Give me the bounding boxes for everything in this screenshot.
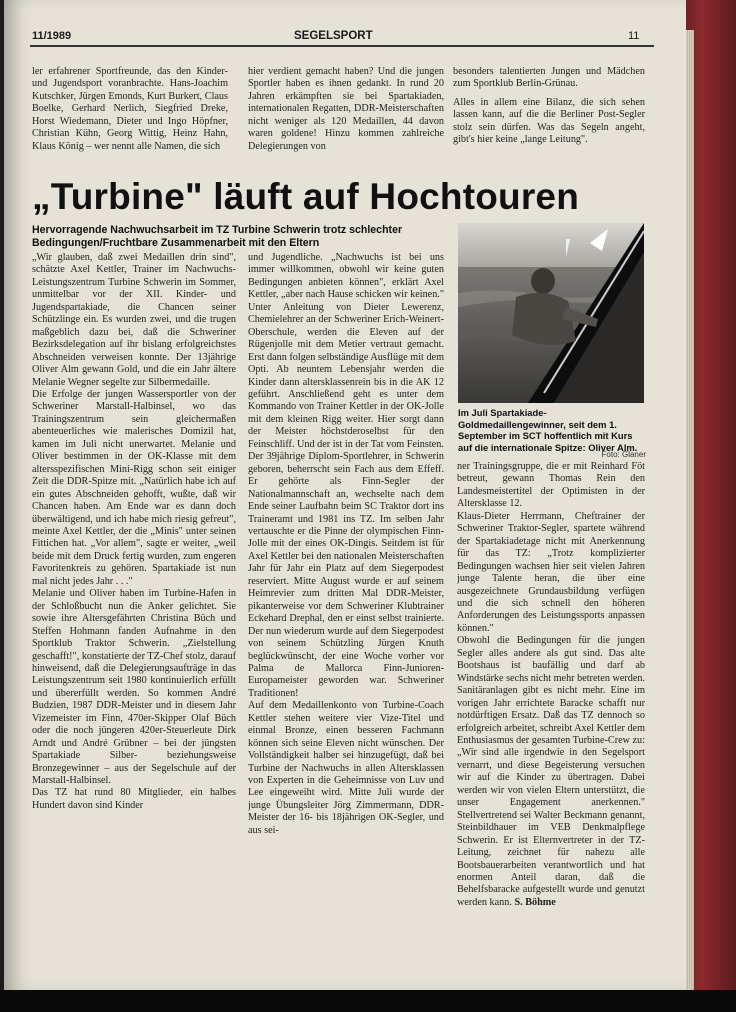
article-paragraph-text: Obwohl die Bedingungen für die jungen Segler alles andere als gut sind. Das alte Bootshaus ist baufällig und darf ab Windstärke sechs nicht mehr betreten werden. Sanitäranlagen gibt es nicht mehr. Eine im vorigen Jahr errichtete Baracke schafft nur notdürftigen Ersatz. Daß das TZ dennoch so erfolgreich arbeitet, schreibt Axel Kettler dem Enthusiasmus der gesamten Turbine-Crew zu: „Wir sind alle irgendwie in den Segelsport vernarrt, und diese Begeisterung versuchen wir auf die Kinder zu übertragen. Dabei werden wir von vielen Eltern unterstützt, die unser Engagement anerkennen." Stellvertretend sei Walter Beckmann genannt, Steinbildhauer im VEB Denkmalpflege Schwerin. Er ist Elternvertreter in der TZ-Leitung, zeichnet für nahezu alle Bootsbauerarbeiten verantwortlich und hat enormen Anteil daran, daß die Behelfsbaracke aufgestellt wurde und genutzt werden kann.: [457, 635, 645, 908]
article-title: „Turbine" läuft auf Hochtouren: [32, 176, 579, 217]
photo-caption: Im Juli Spartakiade-Goldmedaillengewinner, seit dem 1. September im SCT hoffentlich mit Kurs auf die internationale Spitze: Oliver Alm.: [458, 407, 638, 453]
article-paragraph: ner Trainingsgruppe, die er mit Reinhard Föt betreut, gewann Thomas Rein den Landesmeistertitel der Optimisten in der Altersklasse 12.: [457, 461, 645, 510]
article-paragraph: [457, 635, 645, 909]
photo-credit: Foto: Glaner: [601, 450, 646, 459]
article-subtitle: Hervorragende Nachwuchsarbeit im TZ Turbine Schwerin trotz schlechter Bedingungen/Fruchtbare Zusammenarbeit mit den Eltern: [32, 224, 403, 249]
article-paragraph: Melanie und Oliver haben im Turbine-Hafen in der Schloßbucht nun die Anker gelichtet. Sie sowie ihre Altersgefährten Christina Büch und Steffen Hohmann fanden Aufnahme in den Sportklub Traktor Schwerin. „Zielstellung geschafft!", konstatierte der TZ-Chef stolz, darauf hinweisend, daß die Delegierungsaufträge in das Leistungszentrum seit 1980 kontinuierlich erfüllt und übererfüllt werden. So kommen André Budzien, 1987 DDR-Meister und in diesem Jahr Vizemeister im Finn, 470er-Skipper Olaf Büch oder die noch jüngeren 420er-Steuerleute Dirk Arndt und André Grübner – bei der jüngsten Spartakiade Silber- beziehungsweise Bronzegewinner – aus der Segelschule auf der Marstall-Halbinsel.: [32, 588, 236, 787]
previous-article-text: ler erfahrener Sportfreunde, das den Kinder- und Jugendsport voranbrachte. Hans-Joachim Kutschker, Jürgen Emonds, Kurt Burkert, Claus Boelke, Gerhard Nerlich, Siegfried Dreke, Horst Wiedemann, Dieter und Ingo Höpfner, Christian Kühn, Georg Wittig, Heinz Hahn, Klaus König – wer nennt alle Namen, die sich: [32, 66, 228, 152]
magazine-page: [4, 0, 686, 990]
article-paragraph: Klaus-Dieter Herrmann, Cheftrainer der Schweriner Traktor-Segler, spartete während der Spartakiadetage nicht mit Anerkennung für das TZ: „Trotz komplizierter Bedingungen wachsen hier seit vielen Jahren junge Talente heran, die über eine ausgezeichnete Grundausbildung verfügen und die sich schnell den höheren Anforderungen des Leistungssports anpassen können.": [457, 510, 645, 634]
sailing-photo: [458, 223, 644, 403]
issue-label: 11/1989: [32, 30, 72, 42]
page-number: 11: [628, 30, 640, 42]
article-paragraph: Auf dem Medaillenkonto von Turbine-Coach Kettler stehen weitere vier Vize-Titel und einmal Bronze, einen besseren Fachmann können sich seine Eleven nicht wünschen. Der Vollständigkeit halber sei hinzugefügt, daß bei Turbine der Nachwuchs in allen Altersklassen von Experten in die Geheimnisse von Luv und Lee eingeweiht wird. Mitte Juli wurde der junge Übungsleiter Jörg Zimmermann, DDR-Meister der 16- bis 18jährigen OK-Segler, und aus sei-: [248, 700, 444, 836]
article-paragraph: Das TZ hat rund 80 Mitglieder, ein halbes Hundert davon sind Kinder: [32, 787, 236, 811]
author-signature: S. Böhme: [514, 896, 556, 908]
previous-article-column-1: [32, 66, 228, 176]
article-paragraph: Der 39jährige Diplom-Sportlehrer, in Schwerin geboren, beherrscht sein Fach aus dem Effeff. Er gehörte als Finn-Segler der Nationalmannschaft an, wechselte nach dem Ende seiner Laufbahn beim SC Traktor dort ins Traineramt und 1981 ins TZ. Im selben Jahr vertauschte er die Pinne der olympischen Finn-Jolle mit der eines OK-Dingis. Seitdem ist für Axel Kettler bei den nationalen Meisterschaften Jahr für Jahr ein Platz auf dem Siegerpodest reserviert. Mitte August wurde er auf seinem Heimrevier zum dritten Mal DDR-Meister, pikanterweise vor dem Schweriner Klubtrainer Eckehard Drephal, den er einst selbst trainierte. Der nun wiederum wurde auf dem Siegerpodest von seinem Schützling Jürgen Knuth beglückwünscht, der eine Woche vorher vor Palma de Mallorca Finn-Junioren-Europameister geworden war. Schweriner Traditionen!: [248, 451, 444, 699]
scan-border: [0, 990, 736, 1012]
previous-article-text: hier verdient gemacht haben? Und die jungen Sportler haben es ihnen gedankt. In rund 20 Jahren erkämpften sie bei Spartakiaden, internationalen Regatten, DDR-Meisterschaften nicht weniger als 120 Medaillen, 44 davon waren goldene! Hinzu kommen zahlreiche Delegierungen von: [248, 66, 444, 152]
previous-article-text: Alles in allem eine Bilanz, die sich sehen lassen kann, auf die die Berliner Post-Segler stolz sein dürfen. Was das Segeln angeht, gibt's hier keine „lange Leitung".: [453, 96, 645, 146]
previous-article-column-2: [248, 66, 444, 176]
previous-article-text: besonders talentierten Jungen und Mädchen zum Sportklub Berlin-Grünau.: [453, 66, 645, 90]
article-paragraph: Die Erfolge der jungen Wassersportler von der Schweriner Marstall-Halbinsel, wo das Trainingszentrum sein gleichermaßen abenteuerliches wie malerisches Domizil hat, kamen im Juli nicht unerwartet. Melanie und Oliver bestimmen in der OK-Klasse mit dem altersspezifischen Mini-Rigg schon seit einiger Zeit die DDR-Spitze mit. „Natürlich habe ich auf ein gutes Abschneiden gehofft, wußte, daß wir Chancen haben. Am Ende war es dann doch überwältigend, und ich habe mich riesig gefreut", meinte Axel Kettler, der die „Minis" unter seinen Fittichen hat. „Vor allem", sagte er weiter, „weil beide mit dem Druck fertig wurden, zum engeren Favoritenkreis zu gehören. Spartakiade ist nun mal nicht jedes Jahr . . .": [32, 388, 236, 587]
article-column-3: [457, 461, 645, 939]
header-rule: [30, 45, 654, 47]
photo-image: [458, 223, 644, 403]
previous-article-column-3: [453, 66, 645, 176]
book-binding: [684, 0, 736, 1012]
article-column-1: [32, 252, 236, 942]
article-paragraph: und Jugendliche. „Nachwuchs ist bei uns immer willkommen, obwohl wir keine guten Bedingungen anbieten können", erklärt Axel Kettler, „aber nach Hause schicken wir keinen." Unter Anleitung von Dieter Lewerenz, Chemielehrer an der Schweriner Erich-Weinert-Oberschule, werden die Eleven auf der Rügenjolle mit dem Metier vertraut gemacht. Erst dann folgen selbständige Ausflüge mit dem Opti. Ab neuntem Lebensjahr werden die Kinder dann altersklassenrein bis in die AK 12 geführt. Anschließend geht es unter dem Kommando von Trainer Kettler in der OK-Jolle mit dem kleinen Rigg weiter. Hier sorgt dann der Meister höchstderoselbst für den Feinschliff. Und der ist in der Tat vom Feinsten.: [248, 252, 444, 450]
article-column-2: [248, 252, 444, 942]
article-paragraph: „Wir glauben, daß zwei Medaillen drin sind", schätzte Axel Kettler, Trainer im Nachwuchs-Leistungszentrum Turbine Schwerin im Sommer, unmittelbar vor der XII. Kinder- und Jugendspartakiade, die Chancen seiner Schützlinge ein. Es wurden zwei, und die trugen maßgeblich dazu bei, daß die Schweriner Bezirksdelegation auf ihr bislang erfolgreichstes Abschneiden verweisen konnte. Der 13jährige Oliver Alm gewann Gold, und die ein Jahr ältere Melanie Wegner segelte zur Silbermedaille.: [32, 252, 236, 388]
magazine-name: SEGELSPORT: [294, 30, 373, 42]
